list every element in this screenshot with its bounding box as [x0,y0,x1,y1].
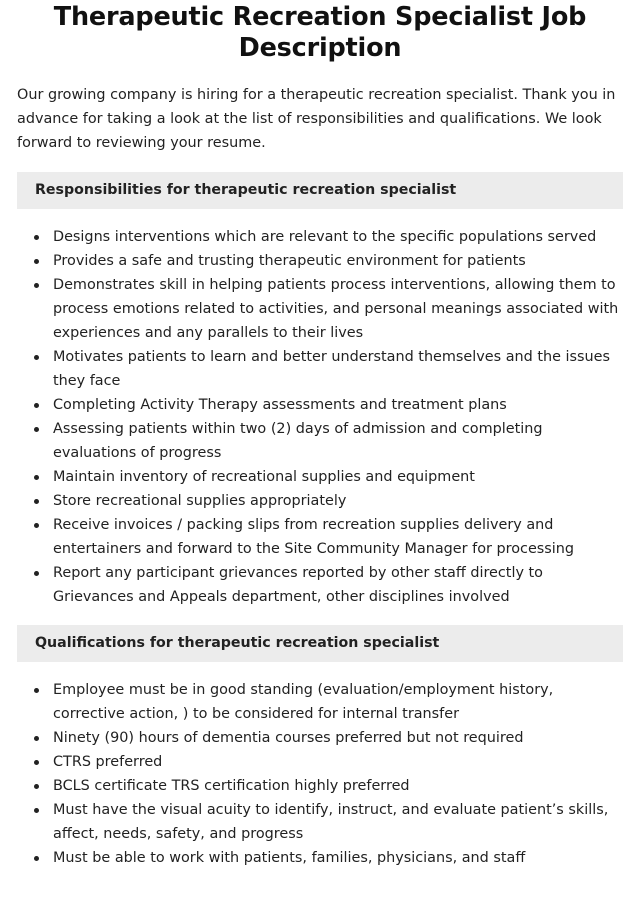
bullet-icon [34,235,39,240]
list-item [17,273,623,345]
page-title: Therapeutic Recreation Specialist Job Description [53,2,587,63]
list-item [17,846,623,870]
list-item-text: Receive invoices / packing slips from recreation supplies delivery and entertainers and forward to the Site Community Manager for processing [53,517,575,557]
bullet-icon [34,499,39,504]
bullet-icon [34,403,39,408]
list-item [17,726,623,750]
list-item [17,489,623,513]
bullet-icon [34,523,39,528]
bullet-icon [34,427,39,432]
list-item-text: Ninety (90) hours of dementia courses preferred but not required [53,730,524,746]
list-item [17,750,623,774]
bullet-icon [34,856,39,861]
intro-paragraph: Our growing company is hiring for a therapeutic recreation specialist. Thank you in advance for taking a look at the list of responsibilities and qualifications. We look forward to reviewing your resume. [17,87,616,151]
list-item-text: Must have the visual acuity to identify, instruct, and evaluate patient’s skills, affect, needs, safety, and progress [53,802,609,842]
list-item-text: CTRS preferred [53,754,163,770]
bullet-icon [34,475,39,480]
bullet-icon [34,784,39,789]
list-item [17,513,623,561]
list-item-text: Assessing patients within two (2) days of admission and completing evaluations of progress [53,421,543,461]
bullet-icon [34,571,39,576]
list-item [17,225,623,249]
list-item [17,561,623,609]
list-item-text: Completing Activity Therapy assessments and treatment plans [53,397,507,413]
responsibilities-list [17,225,623,609]
list-item-text: Maintain inventory of recreational supplies and equipment [53,469,475,485]
list-item [17,393,623,417]
bullet-icon [34,355,39,360]
bullet-icon [34,808,39,813]
bullet-icon [34,760,39,765]
list-item [17,249,623,273]
list-item-text: Must be able to work with patients, families, physicians, and staff [53,850,526,866]
list-item [17,678,623,726]
qualifications-heading: Qualifications for therapeutic recreation specialist [17,625,623,662]
list-item [17,798,623,846]
list-item [17,345,623,393]
list-item-text: Store recreational supplies appropriately [53,493,347,509]
list-item [17,417,623,465]
qualifications-list [17,678,623,870]
list-item [17,774,623,798]
list-item [17,465,623,489]
bullet-icon [34,259,39,264]
responsibilities-heading: Responsibilities for therapeutic recreation specialist [17,172,623,209]
bullet-icon [34,688,39,693]
list-item-text: Provides a safe and trusting therapeutic environment for patients [53,253,526,269]
bullet-icon [34,283,39,288]
list-item-text: Motivates patients to learn and better understand themselves and the issues they face [53,349,611,389]
bullet-icon [34,736,39,741]
list-item-text: Designs interventions which are relevant to the specific populations served [53,229,597,245]
list-item-text: Demonstrates skill in helping patients process interventions, allowing them to process emotions related to activities, and personal meanings associated with experiences and any parallels to their lives [53,277,619,341]
list-item-text: Report any participant grievances reported by other staff directly to Grievances and Appeals department, other disciplines involved [53,565,543,605]
list-item-text: BCLS certificate TRS certification highly preferred [53,778,410,794]
list-item-text: Employee must be in good standing (evaluation/employment history, corrective action, ) to be considered for internal transfer [53,682,554,722]
